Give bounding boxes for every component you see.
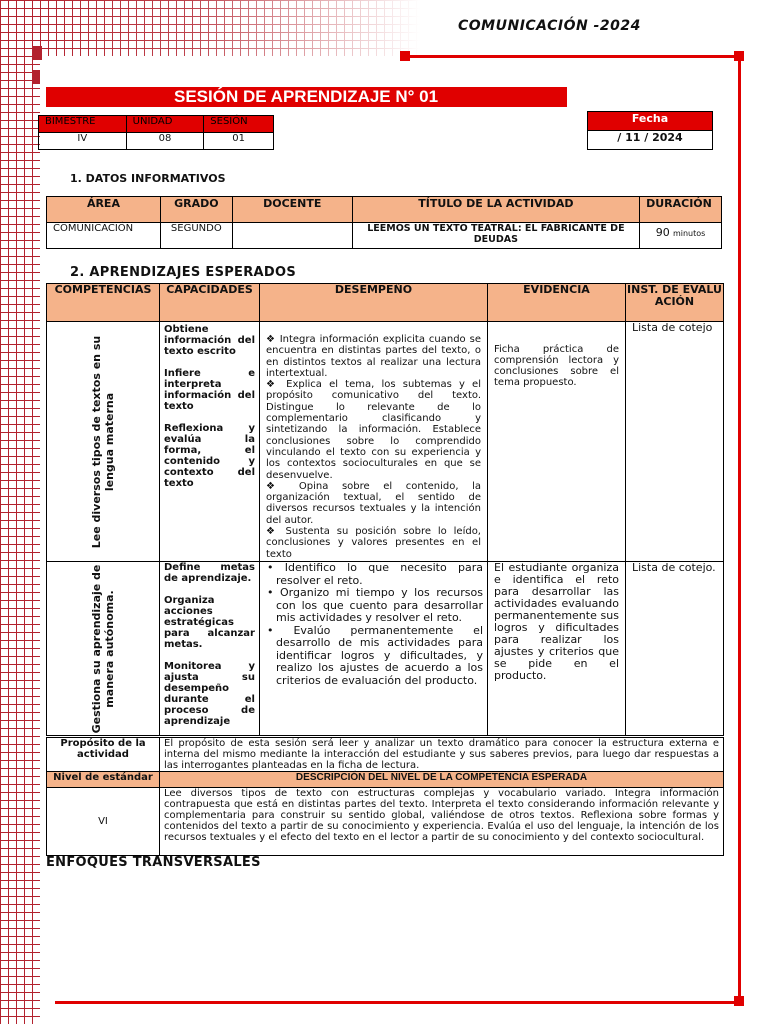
desempeno-cell [260,322,488,562]
proposito-label: Propósito de la actividad [47,738,160,772]
date-table [587,111,713,150]
desempeno-item: • Organizo mi tiempo y los recursos con los que cuento para desarrollar mis actividades y resolver el reto. [267,586,483,624]
docente-header: DOCENTE [232,197,352,223]
page-title: SESIÓN DE APRENDIZAJE N° 01 [46,87,567,107]
subject-year-header: COMUNICACIÓN -2024 [458,18,641,34]
section-title-aprendizajes: 2. APRENDIZAJES ESPERADOS [70,265,297,280]
desempeno-item: ❖ Integra información explicita cuando se encuentra en distintas partes del texto, o en distintos textos al realizar una lectura intertextual. [266,334,481,379]
date-label: Fecha [588,112,713,131]
unidad-value: 08 [126,133,204,150]
competencia-label: Lee diversos tipos de textos en su lengua materna [90,335,116,548]
frame-corner-dot [734,996,744,1006]
capacidad-item: Reflexiona y evalúa la forma, el contenido y contexto del texto [164,423,255,489]
frame-line-right [738,55,741,1005]
estandar-level: VI [47,788,160,856]
desempeno-item: • Identifico lo que necesito para resolver el reto. [267,561,483,587]
competencia-cell [47,562,160,736]
docente-value [232,223,352,249]
area-value: COMUNICACIÓN [47,223,161,249]
capacidad-item: Obtiene información del texto escrito [164,324,255,357]
capacidades-header: CAPACIDADES [160,284,260,322]
capacidades-cell [160,322,260,562]
desempeno-item: ❖ Sustenta su posición sobre lo leído, conclusiones y valores presentes en el texto [266,526,481,560]
competencia-cell [47,322,160,562]
titulo-value: LEEMOS UN TEXTO TEATRAL: EL FABRICANTE DE DEUDAS [352,223,639,249]
frame-line-top [405,55,740,58]
desempeno-cell [260,562,488,736]
bimestre-header: BIMESTRE [39,116,127,133]
grado-value: SEGUNDO [160,223,232,249]
decorative-grid-top [40,0,420,56]
duracion-value [640,223,722,249]
evidencia-header: EVIDENCIA [488,284,626,322]
instrumento-header: INST. DE EVALUACIÓN [626,284,724,322]
proposito-estandar-table [46,737,724,856]
capacidad-item: Organiza acciones estratégicas para alcanzar metas. [164,595,255,650]
desempeno-item: • Evalúo permanentemente el desarrollo de mis actividades para identificar logros y dificultades, y realizo los ajustes de acuerdo a los criterios de evaluación del producto. [267,623,483,687]
instrumento-cell: Lista de cotejo [626,322,724,562]
duracion-unit: minutos [672,229,706,238]
duracion-number: 90 [655,226,670,239]
evidencia-cell: El estudiante organiza e identifica el reto para desarrollar las actividades evaluando permanentemente sus logros y dificultades para realizar los ajustes y criterios que se pide en el producto. [488,562,626,736]
capacidades-cell [160,562,260,736]
capacidad-item: Define metas de aprendizaje. [164,562,255,584]
desempeno-item: ❖ Opina sobre el contenido, la organización textual, el sentido de diversos recursos textuales y la intención del autor. [266,480,481,526]
frame-corner-dot [734,51,744,61]
decorative-grid-left [0,0,40,1024]
section-title-datos: 1. DATOS INFORMATIVOS [70,172,226,185]
competencia-label: Gestiona su aprendizaje de manera autónoma. [90,564,116,733]
bimestre-value: IV [39,133,127,150]
section-title-enfoques: ENFOQUES TRANSVERSALES [46,855,261,870]
date-value: / 11 / 2024 [588,131,713,150]
capacidad-item: Monitorea y ajusta su desempeño durante el proceso de aprendizaje [164,661,255,727]
desempeno-header: DESEMPEÑO [260,284,488,322]
sesion-value: 01 [204,133,274,150]
grado-header: GRADO [160,197,232,223]
estandar-label: Nivel de estándar [47,772,160,788]
titulo-header: TÍTULO DE LA ACTIVIDAD [352,197,639,223]
estandar-header: DESCRIPCIÓN DEL NIVEL DE LA COMPETENCIA ESPERADA [160,772,724,788]
datos-informativos-table [46,196,722,249]
duracion-header: DURACIÓN [640,197,722,223]
aprendizajes-table [46,283,724,736]
competencias-header: COMPETENCIAS [47,284,160,322]
proposito-text: El propósito de esta sesión será leer y analizar un texto dramático para conocer la estructura externa e interna del mismo mediante la interacción del estudiante y sus saberes previos, para luego dar respuestas a las interrogantes planteadas en la ficha de lectura. [160,738,724,772]
frame-corner-dot [400,51,410,61]
sesion-header: SESIÓN [204,116,274,133]
capacidad-item: Infiere e interpreta información del texto [164,368,255,412]
session-info-table [38,115,274,150]
instrumento-cell: Lista de cotejo. [626,562,724,736]
estandar-text: Lee diversos tipos de texto con estructuras complejas y vocabulario variado. Integra información contrapuesta que está en distintas partes del texto. Interpreta el texto considerando información relevante y complementaria para construir su sentido global, valiéndose de otros textos. Reflexiona sobre formas y contenidos del texto a partir de su conocimiento y experiencia. Evalúa el uso del lenguaje, la intención de los recursos textuales y el efecto del texto en el lector a partir de su conocimiento y del contexto sociocultural. [160,788,724,856]
frame-line-bottom [55,1001,741,1004]
unidad-header: UNIDAD [126,116,204,133]
evidencia-cell: Ficha práctica de comprensión lectora y conclusiones sobre el tema propuesto. [488,322,626,562]
decorative-square [32,46,42,60]
area-header: ÁREA [47,197,161,223]
decorative-square [32,70,40,84]
desempeno-item: ❖ Explica el tema, los subtemas y el propósito comunicativo del texto. Distingue lo relevante de lo complementario clasificando y sintetizando la información. Establece conclusiones sobre lo comprendido vinculando el texto con su experiencia y los contextos socioculturales en que se desenvuelve. [266,379,481,481]
